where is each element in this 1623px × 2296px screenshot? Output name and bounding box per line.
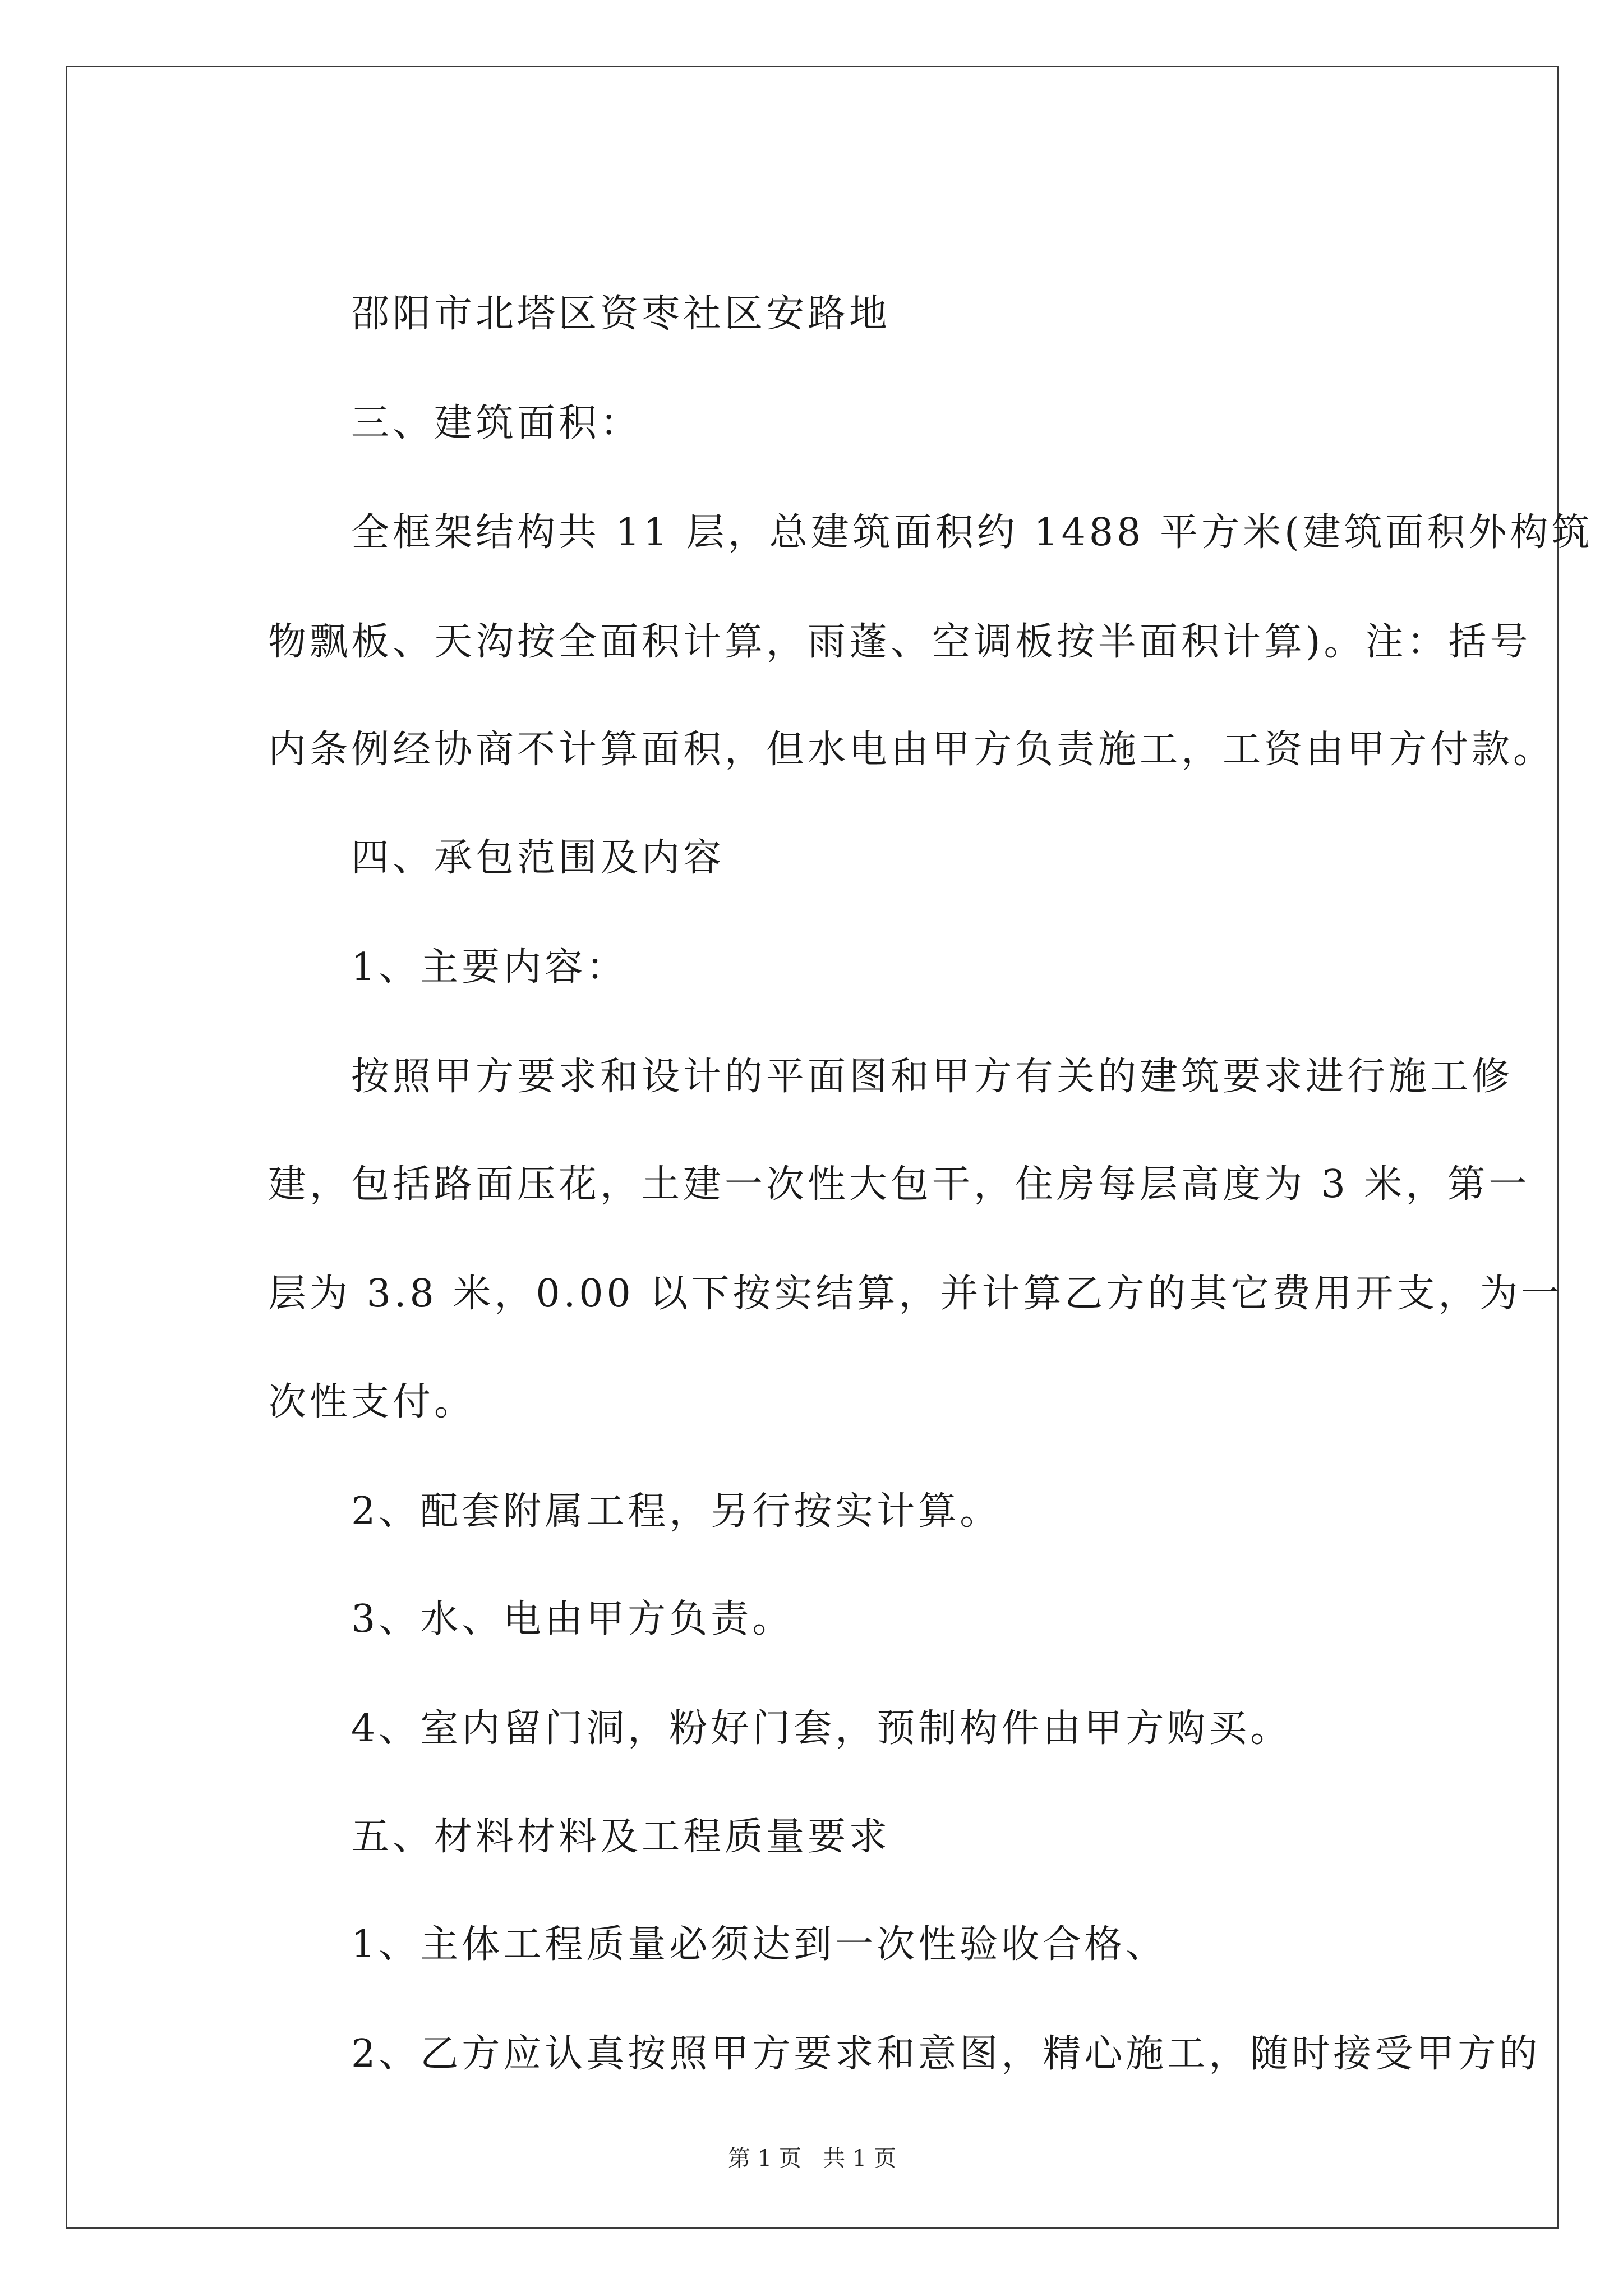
section-heading: 五、材料材料及工程质量要求: [351, 1815, 891, 1859]
subsection-heading: 1、主要内容：: [351, 945, 628, 990]
page-total: 共 1 页: [823, 2146, 896, 2171]
paragraph-line: 次性支付。: [268, 1380, 476, 1424]
section-heading: 四、承包范围及内容: [351, 836, 725, 880]
paragraph-line: 建，包括路面压花，土建一次性大包干，住房每层高度为 3 米，第一: [268, 1162, 1530, 1207]
list-item: 3、水、电由甲方负责。: [351, 1597, 794, 1641]
page-footer: [67, 2143, 1557, 2174]
page-frame: [66, 66, 1593, 2229]
list-item: 1、主体工程质量必须达到一次性验收合格、: [351, 1922, 1168, 1967]
paragraph-line: 邵阳市北塔区资枣社区安路地: [351, 292, 891, 336]
paragraph-line: 全框架结构共 11 层，总建筑面积约 1488 平方米(建筑面积外构筑: [351, 510, 1593, 555]
list-item: 2、配套附属工程，另行按实计算。: [351, 1489, 1002, 1534]
page-number: 第 1 页: [728, 2146, 801, 2171]
paragraph-line: 物飘板、天沟按全面积计算，雨蓬、空调板按半面积计算)。注：括号: [268, 620, 1532, 664]
paragraph-line: 按照甲方要求和设计的平面图和甲方有关的建筑要求进行施工修: [351, 1055, 1514, 1099]
section-heading: 三、建筑面积：: [351, 401, 642, 445]
list-item: 4、室内留门洞，粉好门套，预制构件由甲方购买。: [351, 1706, 1292, 1751]
paragraph-line: 内条例经协商不计算面积，但水电由甲方负责施工，工资由甲方付款。: [268, 728, 1555, 772]
paragraph-line: 层为 3.8 米，0.00 以下按实结算，并计算乙方的其它费用开支，为一: [268, 1272, 1563, 1316]
document-body: [67, 67, 1593, 2227]
list-item: 2、乙方应认真按照甲方要求和意图，精心施工，随时接受甲方的: [351, 2032, 1541, 2076]
